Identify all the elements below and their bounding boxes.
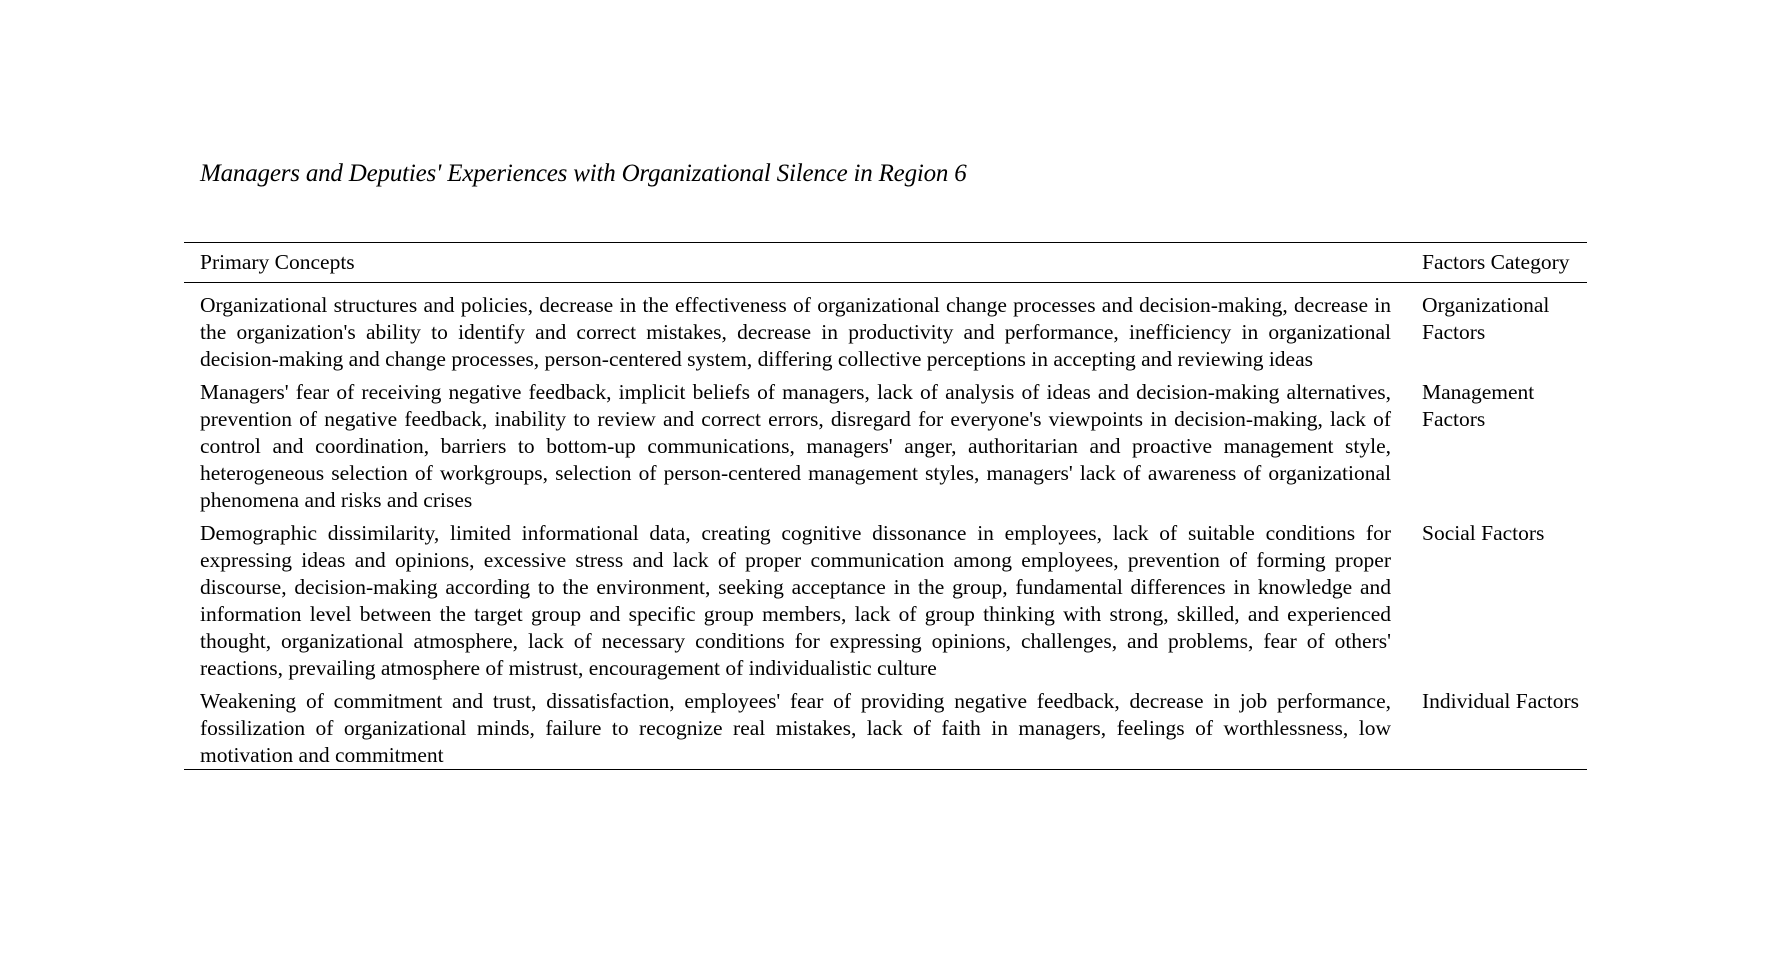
table-row: [184, 376, 1587, 517]
factors-table: [184, 242, 1587, 770]
factors-category-cell: Organizational Factors: [1422, 293, 1550, 344]
primary-concepts-cell: Demographic dissimilarity, limited informational data, creating cognitive dissonance in employees, lack of suitable conditions for expressing ideas and opinions, excessive stress and lack of proper communication among employees, prevention of forming proper discourse, decision-making according to the environment, seeking acceptance in the group, fundamental differences in knowledge and information level between the target group and specific group members, lack of group thinking with strong, skilled, and experienced thought, organizational atmosphere, lack of necessary conditions for expressing opinions, challenges, and problems, fear of others' reactions, prevailing atmosphere of mistrust, encouragement of individualistic culture: [200, 521, 1391, 680]
header-row: [184, 243, 1587, 283]
primary-concepts-cell: Organizational structures and policies, decrease in the effectiveness of organizational change processes and decision-making, decrease in the organization's ability to identify and correct mistakes, decrease in productivity and performance, inefficiency in organizational decision-making and change processes, person-centered system, differing collective perceptions in accepting and reviewing ideas: [200, 293, 1391, 371]
table-title: Managers and Deputies' Experiences with Organizational Silence in Region 6: [200, 160, 967, 187]
header-primary-concepts: Primary Concepts: [200, 250, 355, 274]
table-header: [184, 243, 1587, 283]
table-row: [184, 685, 1587, 770]
table-body: [184, 283, 1587, 770]
primary-concepts-cell: Managers' fear of receiving negative feedback, implicit beliefs of managers, lack of analysis of ideas and decision-making alternatives, prevention of negative feedback, inability to review and correct errors, disregard for everyone's viewpoints in decision-making, lack of control and coordination, barriers to bottom-up communications, managers' anger, authoritarian and proactive management style, heterogeneous selection of workgroups, selection of person-centered management styles, managers' lack of awareness of organizational phenomena and risks and crises: [200, 380, 1391, 512]
table-row: [184, 517, 1587, 685]
primary-concepts-cell: Weakening of commitment and trust, dissatisfaction, employees' fear of providing negative feedback, decrease in job performance, fossilization of organizational minds, failure to recognize real mistakes, lack of faith in managers, feelings of worthlessness, low motivation and commitment: [200, 689, 1391, 767]
header-factors-category: Factors Category: [1422, 250, 1570, 274]
factors-category-cell: Social Factors: [1422, 521, 1545, 545]
table-row: [184, 283, 1587, 377]
factors-category-cell: Individual Factors: [1422, 689, 1580, 713]
factors-category-cell: Management Factors: [1422, 380, 1535, 431]
